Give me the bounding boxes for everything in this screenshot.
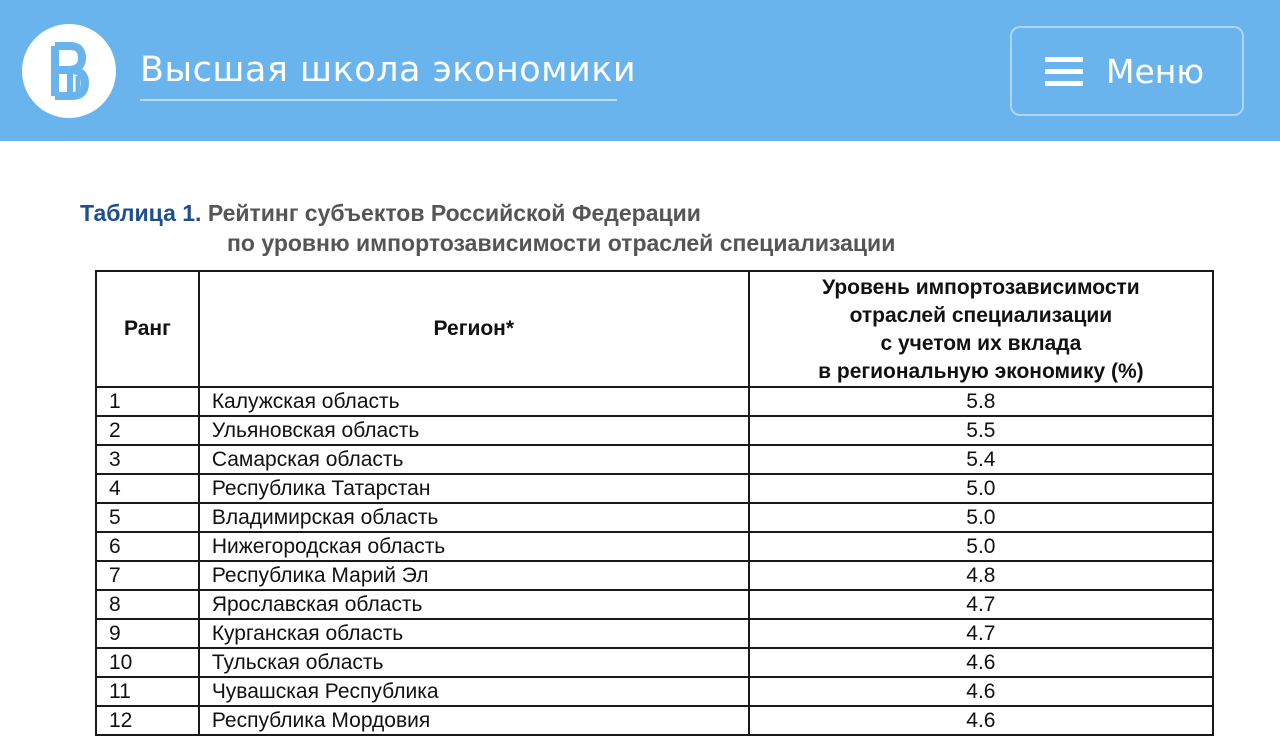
cell-rank: 4 — [96, 474, 199, 503]
cell-value: 5.0 — [749, 532, 1213, 561]
cell-region: Нижегородская область — [199, 532, 749, 561]
cell-value: 5.0 — [749, 503, 1213, 532]
cell-rank: 5 — [96, 503, 199, 532]
cell-rank: 6 — [96, 532, 199, 561]
hamburger-menu-icon — [1045, 57, 1083, 87]
cell-region: Республика Татарстан — [199, 474, 749, 503]
header-value — [749, 271, 1213, 387]
table-row — [96, 706, 1213, 735]
cell-value: 4.6 — [749, 677, 1213, 706]
site-title-underline — [140, 99, 617, 101]
table-row — [96, 648, 1213, 677]
cell-value: 5.0 — [749, 474, 1213, 503]
table-row — [96, 474, 1213, 503]
cell-value: 4.7 — [749, 619, 1213, 648]
table-row — [96, 561, 1213, 590]
header-region: Регион* — [199, 271, 749, 387]
header-value-line: Уровень импортозависимости — [822, 276, 1140, 299]
cell-rank: 7 — [96, 561, 199, 590]
cell-value: 4.7 — [749, 590, 1213, 619]
table-row — [96, 677, 1213, 706]
site-header — [0, 0, 1280, 141]
hse-logo[interactable] — [22, 24, 116, 118]
table-row — [96, 590, 1213, 619]
hse-logo-icon — [22, 24, 116, 118]
table-row — [96, 387, 1213, 416]
cell-rank: 1 — [96, 387, 199, 416]
cell-value: 4.6 — [749, 706, 1213, 735]
header-value-line: в региональную экономику (%) — [818, 360, 1144, 383]
ratings-table — [95, 270, 1214, 736]
table-row — [96, 532, 1213, 561]
table-caption-line1: Рейтинг субъектов Российской Федерации — [207, 200, 701, 226]
cell-rank: 3 — [96, 445, 199, 474]
table-row — [96, 619, 1213, 648]
cell-rank: 12 — [96, 706, 199, 735]
cell-region: Республика Марий Эл — [199, 561, 749, 590]
cell-rank: 2 — [96, 416, 199, 445]
cell-value: 5.8 — [749, 387, 1213, 416]
table-caption-label: Таблица 1. — [80, 200, 202, 226]
cell-region: Калужская область — [199, 387, 749, 416]
cell-region: Ярославская область — [199, 590, 749, 619]
cell-rank: 10 — [96, 648, 199, 677]
site-title[interactable]: Высшая школа экономики — [140, 50, 637, 90]
table-header-row — [96, 271, 1213, 387]
header-rank: Ранг — [96, 271, 199, 387]
cell-region: Курганская область — [199, 619, 749, 648]
cell-region: Тульская область — [199, 648, 749, 677]
cell-value: 5.5 — [749, 416, 1213, 445]
table-row — [96, 416, 1213, 445]
cell-rank: 8 — [96, 590, 199, 619]
cell-region: Самарская область — [199, 445, 749, 474]
header-value-line: отраслей специализации — [849, 304, 1113, 327]
cell-region: Владимирская область — [199, 503, 749, 532]
table-row — [96, 445, 1213, 474]
cell-value: 4.6 — [749, 648, 1213, 677]
cell-value: 4.8 — [749, 561, 1213, 590]
table-row — [96, 503, 1213, 532]
cell-value: 5.4 — [749, 445, 1213, 474]
cell-rank: 9 — [96, 619, 199, 648]
table-caption — [80, 198, 896, 256]
table-caption-line2: по уровню импортозависимости отраслей специализации — [227, 230, 896, 256]
menu-label: Меню — [1106, 52, 1205, 91]
cell-rank: 11 — [96, 677, 199, 706]
cell-region: Республика Мордовия — [199, 706, 749, 735]
cell-region: Чувашская Республика — [199, 677, 749, 706]
menu-button[interactable] — [1010, 26, 1244, 116]
cell-region: Ульяновская область — [199, 416, 749, 445]
header-value-line: с учетом их вклада — [880, 332, 1082, 355]
